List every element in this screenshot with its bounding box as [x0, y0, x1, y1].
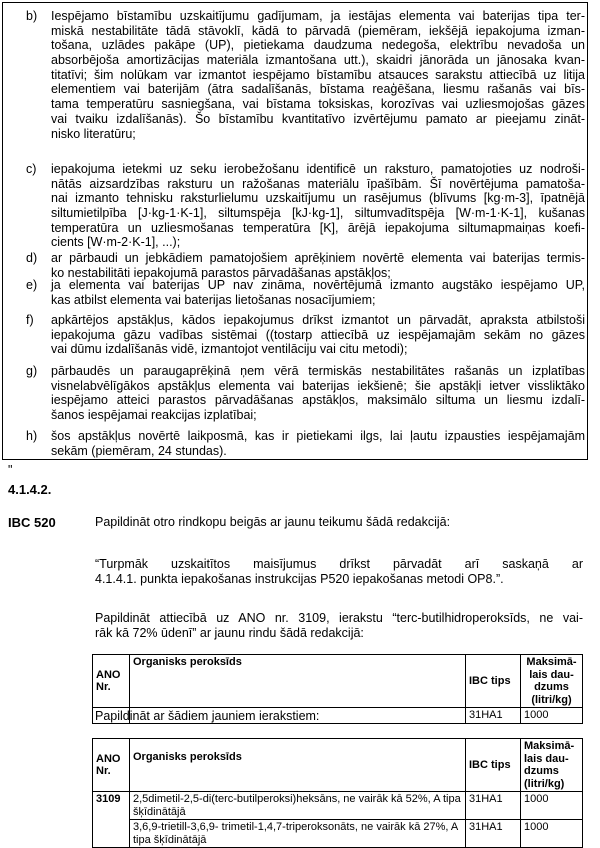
header-ibc: IBC tips: [466, 739, 521, 792]
list-item-label: b): [26, 9, 38, 23]
text-line: cients [W·m-2·K-1], ...);: [51, 235, 181, 250]
text-line: visnelabvēlīgākos apstākļus elementa vai baterijas iekšienē; šie apstākļi ietver vissliktāko: [51, 378, 585, 393]
list-item-text: [51, 278, 585, 307]
text-line: ar pārbaudi un jebkādiem pamatojošiem aprēķiniem novērtē elementa vai baterijas termis-: [51, 251, 585, 265]
header-peroxide: Organisks peroksīds: [130, 739, 466, 792]
text-line: iespējamo atteici parastos pārvadāšanas apstākļos, maksimālo siltuma un liesmu izdalī-: [51, 393, 585, 408]
list-item-label: c): [26, 162, 37, 176]
table-row: [93, 792, 583, 820]
cell-ibc: 31HA1: [466, 708, 521, 724]
cell-max: 1000: [521, 708, 583, 724]
table-header-row: [93, 739, 583, 792]
list-item-label: g): [26, 364, 38, 378]
cell-peroxide: 2,5dimetil-2,5-di(terc-butilperoksi)heksāns, ne vairāk kā 52%, A tipa šķīdinātājā: [130, 792, 466, 820]
instruction-2-line: rāk kā 72% ūdenī” ar jaunu rindu šādā redakcijā:: [95, 625, 364, 640]
text-line: titatīvi; šim nolūkam var izmantot iespējamo bīstamību atsauces sarakstu attiecībā uz litija: [51, 67, 585, 82]
list-item-text: [51, 364, 585, 423]
text-line: iepakojuma gāzu vadības sistēmai ((tostarp attiecībā uz iespējamajām sekām no gāzes: [51, 327, 585, 342]
header-peroxide: Organisks peroksīds: [130, 655, 466, 708]
text-line: pārbaudēs un paraugaprēķinā ņem vērā termiskās nestabilitātes rašanās un izplatības: [51, 364, 585, 378]
section-number: 4.1.4.2.: [8, 482, 52, 497]
header-ano: ANO Nr.: [93, 655, 130, 708]
cell-ano: 3109: [93, 792, 130, 848]
header-max: Maksimā-lais dau-dzums (litri/kg): [521, 739, 583, 792]
instruction-2-line: Papildināt attiecībā uz ANO nr. 3109, ierakstu “terc-butilhidroperoksīds, ne vai-: [95, 611, 583, 625]
list-item-text: [51, 9, 585, 141]
text-line: tošana, uzlādes pakāpe (UP), pietiekama daudzuma nedegoša, elektrību nevadoša un: [51, 38, 585, 53]
list-item-text: [51, 429, 585, 458]
header-ibc: IBC tips: [466, 655, 521, 708]
ibc-code: IBC 520: [8, 515, 56, 530]
table-header-row: [93, 655, 583, 708]
cell-ibc: 31HA1: [466, 792, 521, 820]
quote-line: 4.1.4.1. punkta iepakošanas instrukcijas P520 iepakošanas metodi OP8.”.: [95, 571, 504, 586]
text-line: vai dūmu izdalīšanās vidē, izmantojot ventilāciju vai citu metodi);: [51, 342, 408, 357]
quote-line: “Turpmāk uzskaitītos maisījumus drīkst pārvadāt arī saskaņā ar: [95, 557, 583, 571]
instruction-3: Papildināt ar šādiem jauniem ierakstiem:: [95, 709, 320, 723]
text-line: vai tvaiku izdalīšanās). Šo bīstamību kvantitatīvo izvērtējumu pamato ar pieejamu zināt-: [51, 111, 585, 126]
list-item-label: e): [26, 278, 38, 292]
cell-max: 1000: [521, 792, 583, 820]
text-line: ja elementa vai baterijas UP nav zināma, novērtējumā izmanto augstāko iespējamo UP,: [51, 278, 585, 292]
text-line: elementiem vai baterijām (ātra sadalīšanās, bīstama reaģēšana, liesmu rašanās vai bīs-: [51, 82, 585, 97]
text-line: nai izmanto tehnisku raksturlielumu uzskaitījumu un rasējumus (blīvums [kg·m-3], īpatnējā: [51, 191, 585, 206]
text-line: iepakojuma ietekmi uz seku ierobežošanu identificē un raksturo, pamatojoties uz nodroši-: [51, 162, 585, 176]
list-item-text: [51, 162, 585, 250]
text-line: ko nestabilitāti iepakojumā parastos pārvadāšanas apstākļos;: [51, 265, 391, 280]
text-line: tama temperatūru sasniegšana, vai bīstama toksiskas, korozīvas vai uzliesmojošas gāzes: [51, 97, 585, 112]
list-item-label: d): [26, 251, 38, 265]
text-line: nātās aizsardzības raksturu un ražošanas materiālu īpašībām. Šī novērtējuma pamatoša-: [51, 176, 585, 191]
table-row: [93, 820, 583, 848]
text-line: nisko literatūru;: [51, 126, 136, 141]
cell-max: 1000: [521, 820, 583, 848]
text-line: miskā nestabilitāte tādā stāvoklī, kādā to pārvadā (piemēram, iekšējā iepakojuma izman-: [51, 23, 585, 38]
list-item-label: h): [26, 429, 38, 443]
closing-quote: ": [8, 463, 13, 477]
instruction-1: Papildināt otro rindkopu beigās ar jaunu teikumu šādā redakcijā:: [95, 515, 451, 529]
list-item-text: [51, 251, 585, 280]
text-line: sekām (piemēram, 24 stundas).: [51, 443, 227, 458]
cell-ibc: 31HA1: [466, 820, 521, 848]
list-item-label: f): [26, 313, 34, 327]
text-line: šos apstākļus novērtē laikposmā, kas ir pietiekami ilgs, lai ļautu izpausties iespējamajām: [51, 429, 585, 443]
list-item-text: [51, 313, 585, 357]
cell-peroxide: 3,6,9-trietill-3,6,9- trimetil-1,4,7-triperoksonāts, ne vairāk kā 27%, A tipa šķīdinātājā: [130, 820, 466, 848]
text-line: šanos iespējamai reakcijas izplatībai;: [51, 408, 257, 423]
text-line: Iespējamo bīstamību uzskaitījumu gadījumam, ja iestājas elementa vai baterijas tipa ter-: [51, 9, 585, 23]
text-line: temperatūra un uzliesmošanas temperatūra [K], ārējā iepakojuma siltumapmaiņas koefi-: [51, 220, 585, 235]
text-line: kas atbilst elementa vai baterijas lietošanas nosacījumiem;: [51, 292, 376, 307]
table-new-entries: [92, 738, 583, 848]
text-line: siltumietilpība [J·kg-1·K-1], siltumspēja [kJ·kg-1], siltumvadītspēja [W·m-1·K-1], kušanas: [51, 206, 585, 221]
quoted-sentence: [95, 557, 583, 586]
text-line: absorbējoša amortizācijas materiāla izmantošana utt.), skaidri jānorāda un jānosaka kvan-: [51, 53, 585, 68]
header-ano: ANO Nr.: [93, 739, 130, 792]
header-max: Maksimā-lais dau-dzums (litri/kg): [521, 655, 583, 708]
instruction-2: [95, 611, 583, 640]
text-line: apkārtējos apstākļus, kādos iepakojumus drīkst izmantot un pārvadāt, apraksta atbilstoši: [51, 313, 585, 327]
